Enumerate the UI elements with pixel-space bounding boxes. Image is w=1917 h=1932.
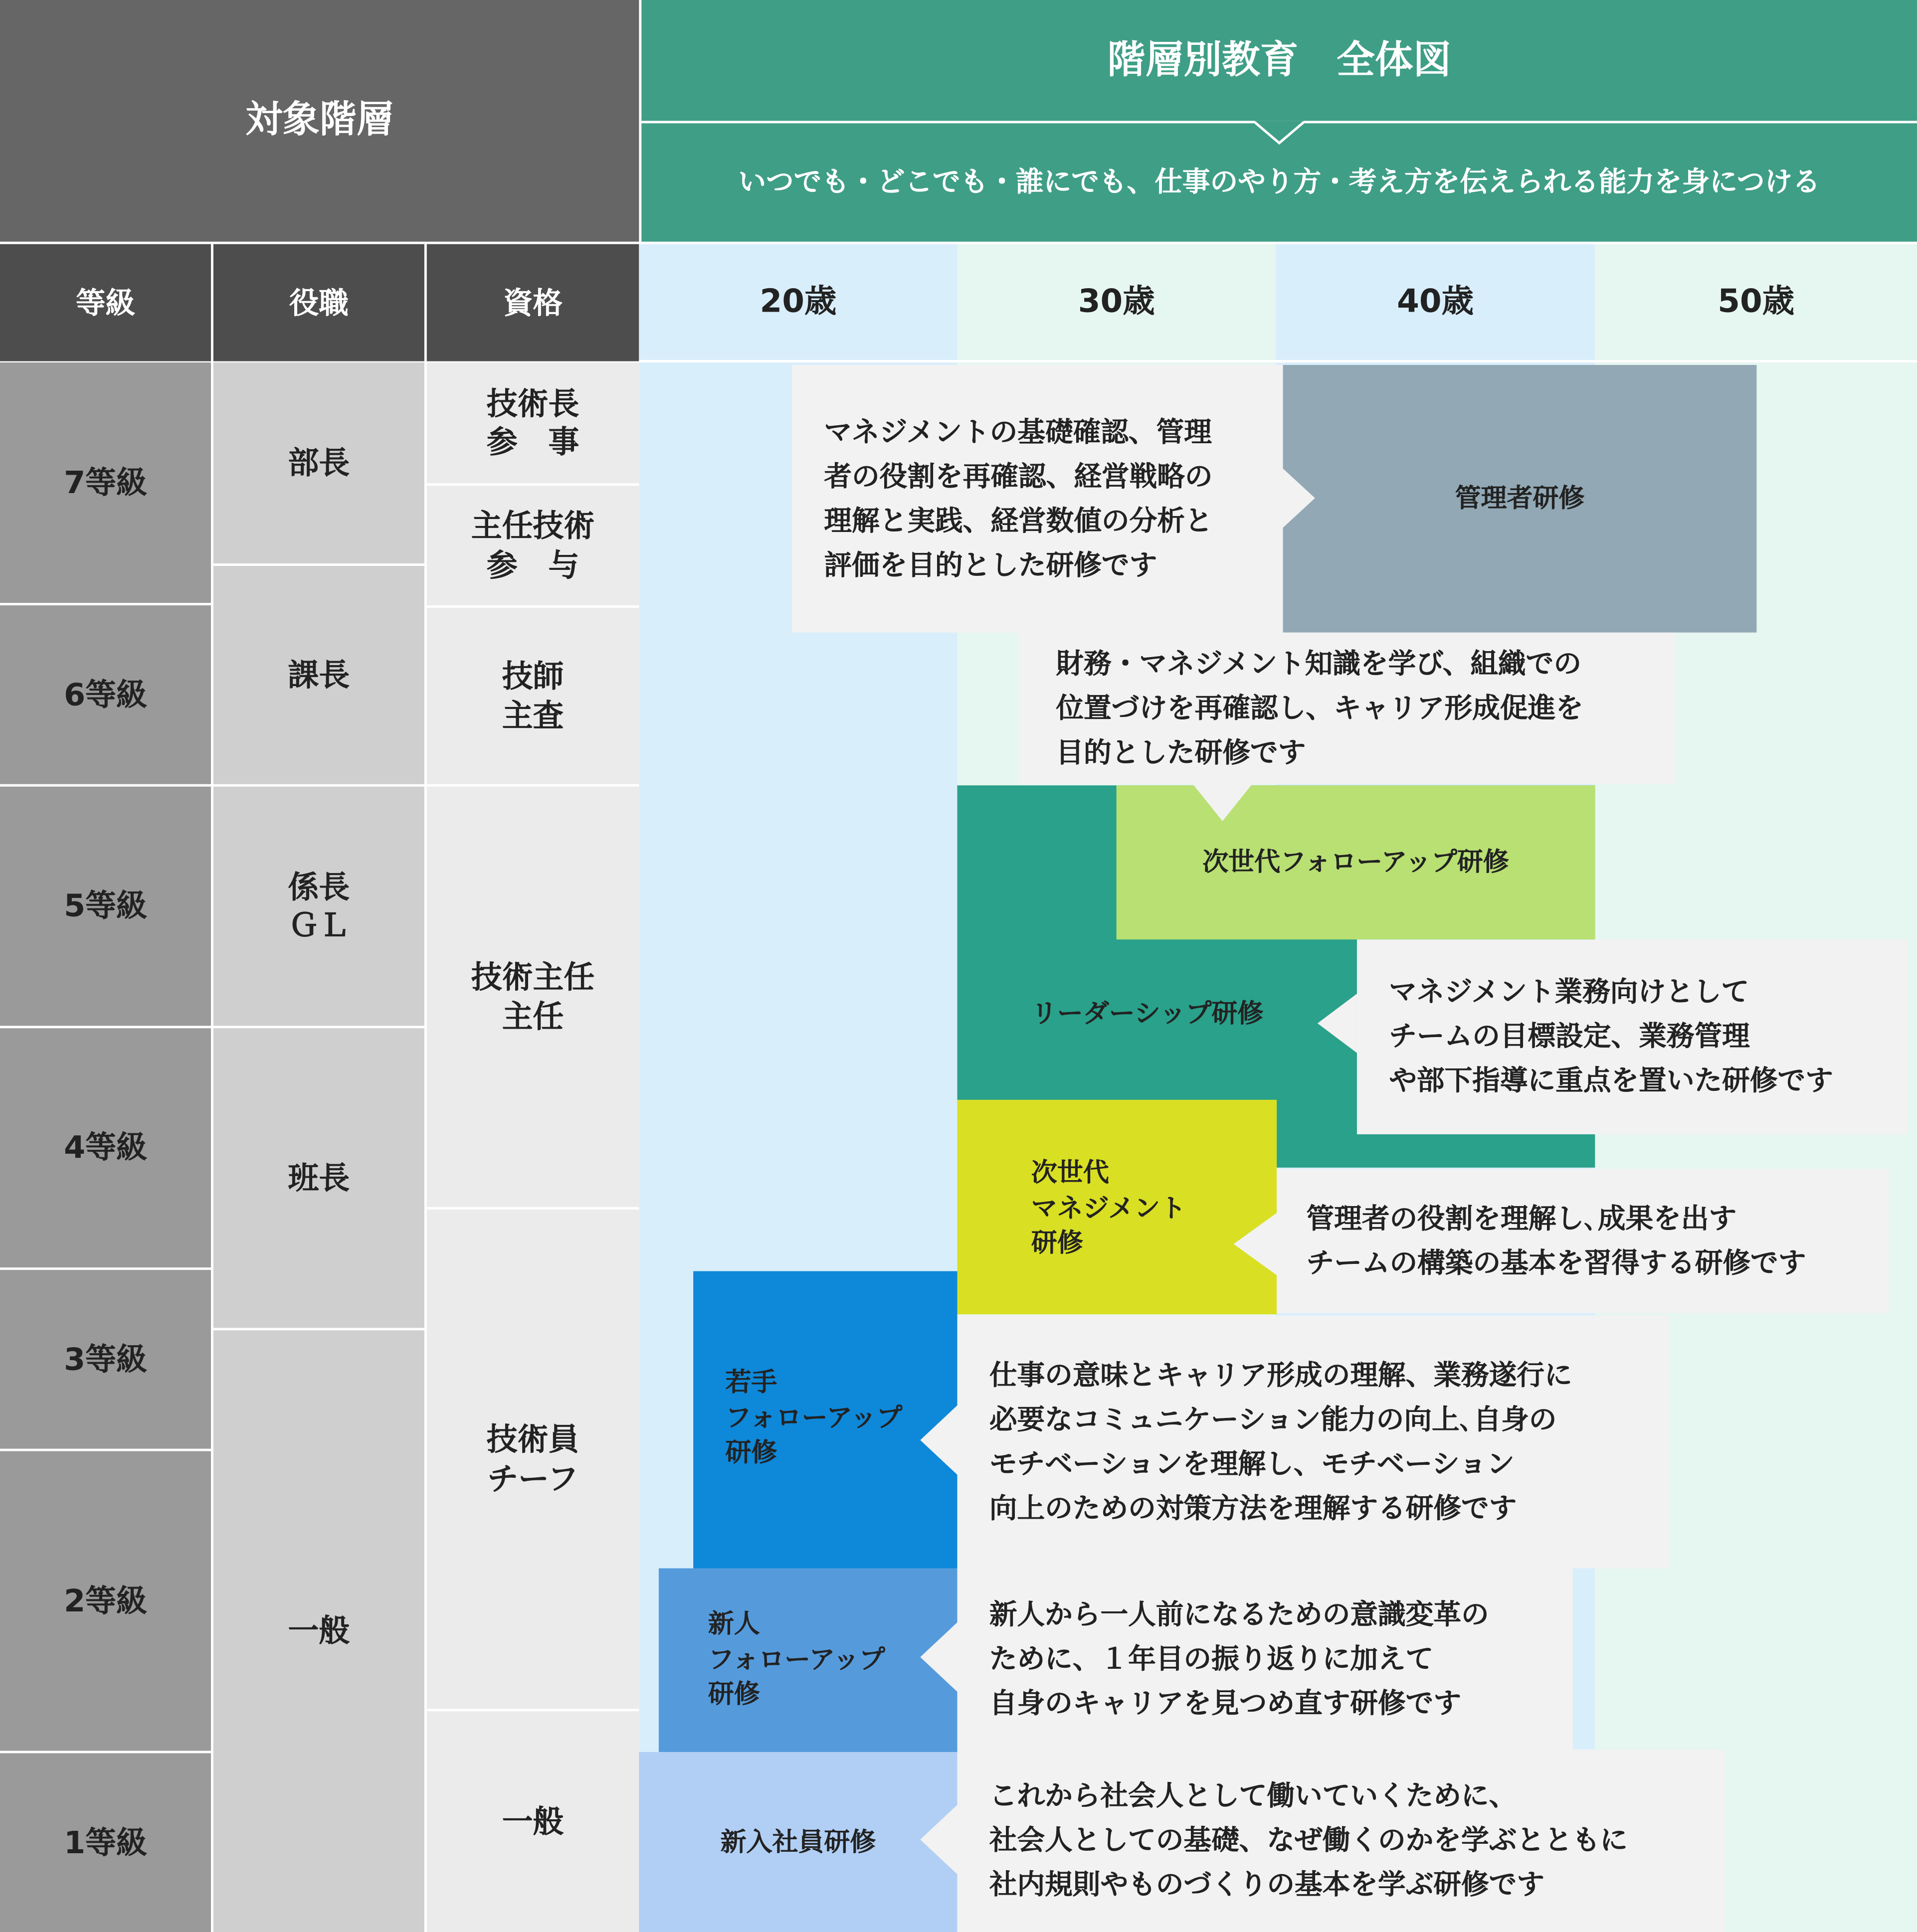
grade-4: 4等級 [0,1028,213,1270]
diagram-header [641,0,1917,242]
post-hancho: 班長 [213,1028,427,1330]
qual-ippan: 一般 [427,1711,639,1932]
age-label-50: 50歳 [1718,284,1795,321]
grade-7: 7等級 [0,362,213,605]
qual-gijutsuin: 技術員 チーフ [427,1210,639,1711]
column-header-post: 役職 [213,244,427,361]
age-label-20: 20歳 [760,284,837,321]
diagram-subtitle: いつでも・どこでも・誰にでも、仕事のやり方・考え方を伝えられる能力を身につける [738,166,1820,198]
qual-gijutsu-shunin: 技術主任 主任 [427,787,639,1210]
column-header-grade: 等級 [0,244,213,361]
next-gen-management-pointer [1234,1212,1278,1276]
age-label-40: 40歳 [1397,284,1474,321]
next-gen-followup-pointer [1193,784,1252,821]
qual-gijutsucho: 技術長 参 事 [427,362,639,486]
post-bucho: 部長 [213,362,427,566]
grade-6: 6等級 [0,605,213,787]
program-manager-training-description: マネジメントの基礎確認、管理 者の役割を再確認、経営戦略の 理解と実践、経営数値の分析と 評価を目的とした研修です [792,365,1283,633]
program-newcomer-followup-label: 新人 フォローアップ 研修 [708,1608,885,1710]
young-followup-pointer [920,1403,959,1477]
grade-1: 1等級 [0,1753,213,1932]
post-kacho: 課長 [213,566,427,787]
program-leadership-training-label: リーダーシップ研修 [1031,998,1264,1028]
age-label-30: 30歳 [1078,284,1155,321]
program-new-employee-training-description: これから社会人として働いていくために、 社会人としての基礎、なぜ働くのかを学ぶとともに 社内規則やものづくりの基本を学ぶ研修です [958,1750,1726,1932]
diagram-title: 階層別教育 全体図 [1107,37,1452,82]
manager-training-pointer [1283,469,1315,528]
program-newcomer-followup-description: 新人から一人前になるための意識変革の ために、１年目の振り返りに加えて 自身のキャリアを見つめ直す研修です [958,1569,1573,1750]
new-employee-training-pointer [920,1802,959,1876]
program-next-gen-followup: 次世代フォローアップ研修 [1117,785,1595,939]
program-leadership-training-description: マネジメント業務向けとして チームの目標設定、業務管理 や部下指導に重点を置いた研修です [1357,939,1907,1134]
leadership-training-pointer [1318,994,1357,1053]
column-header-qualification: 資格 [427,244,639,361]
program-young-followup-description: 仕事の意味とキャリア形成の理解、業務遂行に 必要なコミュニケーション能力の向上､自身の モチベーションを理解し、モチベーション 向上のための対策方法を理解する研修です [958,1316,1669,1569]
post-kakaricho: 係長 ＧＬ [213,787,427,1029]
program-next-gen-management-description: 管理者の役割を理解し､成果を出す チームの構築の基本を習得する研修です [1277,1169,1889,1313]
qual-shunin-gijutsu: 主任技術 参 与 [427,486,639,608]
qual-gishi: 技師 主査 [427,608,639,787]
post-ippan: 一般 [213,1330,427,1932]
program-next-gen-management-label: 次世代 マネジメント 研修 [1031,1157,1186,1258]
program-young-followup-label: 若手 フォローアップ 研修 [725,1367,903,1468]
program-new-employee-training: 新入社員研修 [639,1752,957,1932]
grade-3: 3等級 [0,1270,213,1451]
grade-5: 5等級 [0,787,213,1029]
grade-2: 2等級 [0,1451,213,1754]
program-next-gen-followup-description: 財務・マネジメント知識を学び、組織での 位置づけを再確認し、キャリア形成促進を 目的とした研修です [1019,633,1675,784]
program-manager-training: 管理者研修 [1283,365,1757,633]
newcomer-followup-pointer [920,1620,959,1694]
target-hierarchy-title: 対象階層 [0,0,639,242]
